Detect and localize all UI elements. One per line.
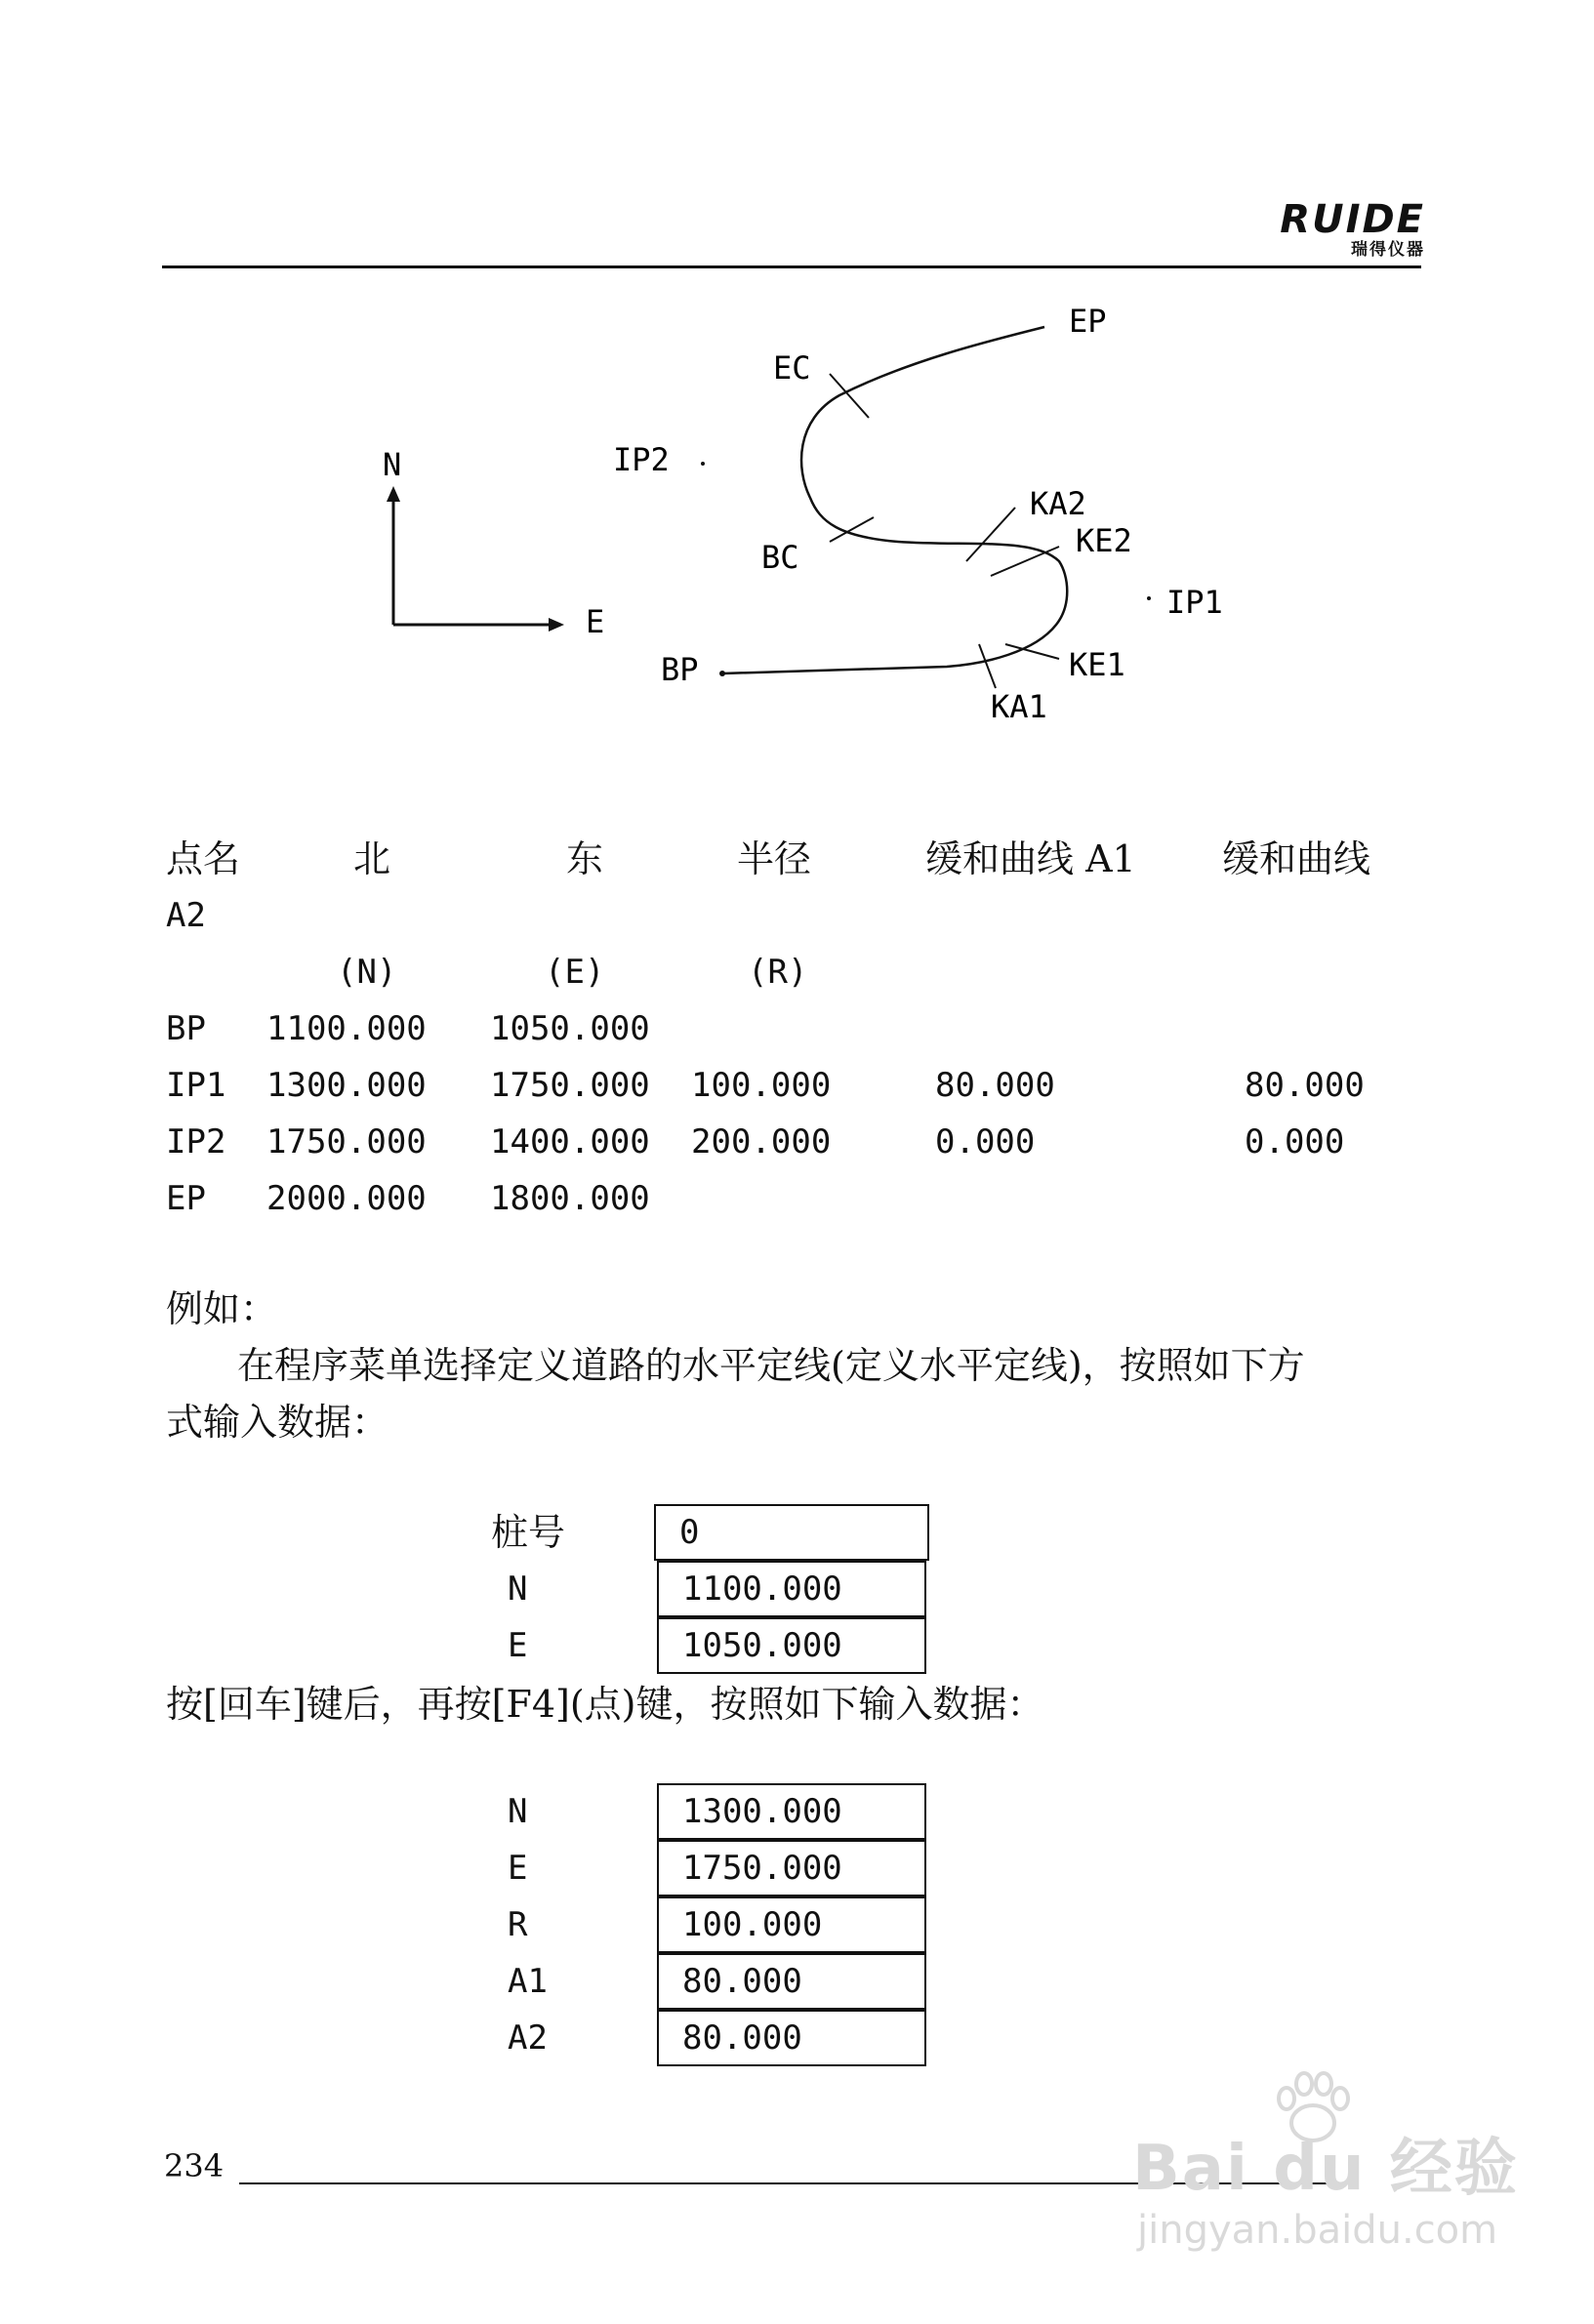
table-cell: 1750.000 <box>266 1122 427 1162</box>
field-label-e: E <box>508 1626 528 1665</box>
axis-label-east: E <box>586 603 605 640</box>
east-field[interactable]: 1750.000 <box>657 1840 926 1896</box>
instruction-line-1: 在程序菜单选择定义道路的水平定线(定义水平定线)，按照如下方 <box>237 1344 1305 1387</box>
ka2-tick <box>966 508 1015 561</box>
field-label-a1: A1 <box>508 1962 548 2001</box>
field-label-e: E <box>508 1849 528 1888</box>
table-cell: 1050.000 <box>490 1009 650 1048</box>
bp-marker <box>719 671 725 676</box>
page-number: 234 <box>164 2147 225 2184</box>
field-label-r: R <box>508 1905 528 1944</box>
ke1-tick <box>1005 644 1059 659</box>
table-cell: 1300.000 <box>266 1066 427 1105</box>
radius-field[interactable]: 100.000 <box>657 1896 926 1953</box>
east-field[interactable]: 1050.000 <box>657 1617 926 1674</box>
example-heading: 例如： <box>166 1287 278 1330</box>
label-ec: EC <box>773 349 811 387</box>
table-cell: 200.000 <box>691 1122 832 1162</box>
table-cell: 80.000 <box>935 1066 1055 1105</box>
paw-icon <box>1269 2069 1357 2147</box>
label-ip2: IP2 <box>613 441 670 478</box>
header-a2-wrap: A2 <box>166 896 206 935</box>
east-arrow-icon <box>549 618 564 632</box>
table-cell: 1800.000 <box>490 1179 650 1218</box>
header-point-name: 点名 <box>166 837 241 880</box>
table-cell: 0.000 <box>1245 1122 1345 1162</box>
unit-e: (E) <box>545 953 605 992</box>
label-ke2: KE2 <box>1076 522 1132 559</box>
ip2-marker <box>701 462 705 466</box>
table-cell: 0.000 <box>935 1122 1036 1162</box>
logo-subtitle: 瑞得仪器 <box>1351 240 1425 260</box>
chainage-field[interactable]: 0 <box>654 1504 929 1561</box>
label-bp: BP <box>661 651 699 688</box>
label-ka2: KA2 <box>1030 485 1086 522</box>
unit-n: (N) <box>337 953 397 992</box>
field-label-chainage: 桩号 <box>491 1511 566 1554</box>
logo-wordmark: RUIDE <box>1280 197 1425 242</box>
label-bc: BC <box>761 539 799 576</box>
field-label-a2: A2 <box>508 2018 548 2058</box>
a1-field[interactable]: 80.000 <box>657 1953 926 2010</box>
ka1-tick <box>979 644 996 688</box>
instruction-line-3: 按[回车]键后，再按[F4](点)键，按照如下输入数据： <box>166 1683 1044 1726</box>
table-cell: 1400.000 <box>490 1122 650 1162</box>
north-field[interactable]: 1100.000 <box>657 1561 926 1617</box>
header-a1: 缓和曲线 A1 <box>925 837 1136 880</box>
table-cell: BP <box>166 1009 206 1048</box>
header-radius: 半径 <box>737 837 812 880</box>
north-field[interactable]: 1300.000 <box>657 1783 926 1840</box>
north-arrow-icon <box>387 486 400 502</box>
header-north: 北 <box>353 837 391 880</box>
field-label-n: N <box>508 1792 528 1831</box>
label-ip1: IP1 <box>1166 584 1223 621</box>
table-cell: 80.000 <box>1245 1066 1365 1105</box>
alignment-diagram <box>0 0 1594 761</box>
table-cell: 100.000 <box>691 1066 832 1105</box>
label-ep: EP <box>1069 303 1107 340</box>
a2-field[interactable]: 80.000 <box>657 2010 926 2066</box>
ke2-tick <box>991 547 1059 576</box>
table-cell: EP <box>166 1179 206 1218</box>
field-label-n: N <box>508 1570 528 1609</box>
table-cell: 2000.000 <box>266 1179 427 1218</box>
table-cell: IP1 <box>166 1066 226 1105</box>
table-cell: 1750.000 <box>490 1066 650 1105</box>
table-cell: 1100.000 <box>266 1009 427 1048</box>
header-east: 东 <box>566 837 604 880</box>
instruction-line-2: 式输入数据： <box>166 1401 389 1444</box>
table-cell: IP2 <box>166 1122 226 1162</box>
axis-label-north: N <box>383 446 402 483</box>
ec-tick <box>830 374 869 418</box>
watermark-brand: Bai du 经验 <box>1132 2133 1519 2205</box>
unit-r: (R) <box>748 953 808 992</box>
label-ka1: KA1 <box>991 688 1047 725</box>
watermark-url: jingyan.baidu.com <box>1137 2208 1498 2253</box>
header-a2: 缓和曲线 <box>1222 837 1371 880</box>
ip1-marker <box>1147 596 1151 600</box>
label-ke1: KE1 <box>1069 646 1125 683</box>
